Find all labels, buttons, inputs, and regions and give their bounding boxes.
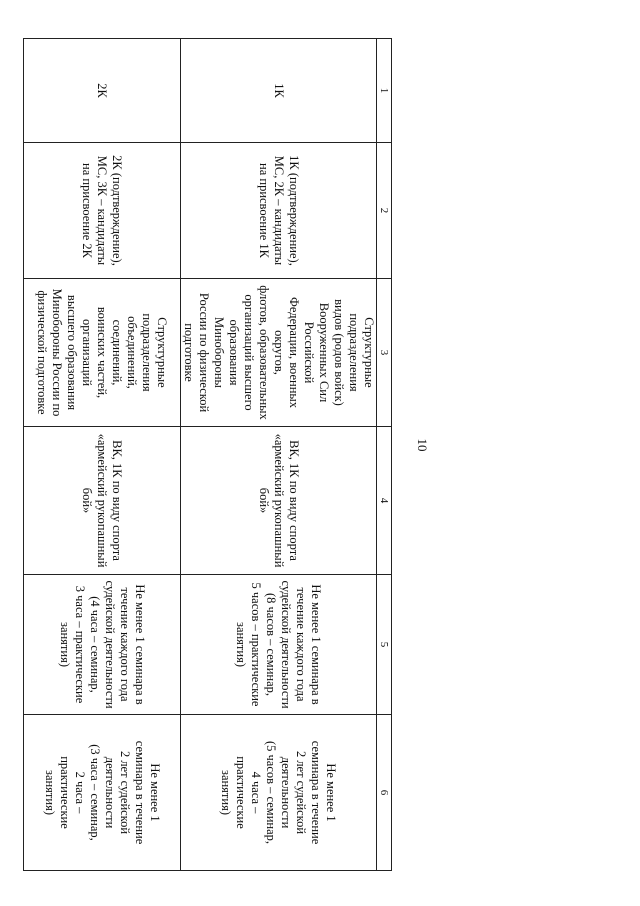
- header-row: [377, 39, 392, 871]
- cell-category: [24, 39, 181, 143]
- qualification-table: [23, 38, 392, 871]
- cell-biennial-seminar: [181, 715, 377, 871]
- cell-organization-text: Структурные подразделения объединений, соединений, воинских частей, организаций высшего образования Минобороны России по физической подготовке: [35, 288, 170, 417]
- cell-annual-seminar: [181, 575, 377, 715]
- rotated-table-container: [35, 38, 392, 870]
- table-row: [181, 39, 377, 871]
- cell-organization: [24, 279, 181, 427]
- cell-category: [181, 39, 377, 143]
- column-header-5: 5: [377, 575, 392, 715]
- cell-biennial-seminar: [24, 715, 181, 871]
- cell-referees: [181, 427, 377, 575]
- table-frame: [35, 38, 392, 870]
- cell-candidates-text: 2К (подтверждение), МС, 3К – кандидаты на присвоение 2К: [80, 155, 125, 266]
- column-header-1: 1: [377, 39, 392, 143]
- cell-referees: [24, 427, 181, 575]
- cell-category-text: 2К: [95, 83, 110, 98]
- cell-category-text: 1К: [272, 83, 286, 98]
- cell-candidates: [24, 143, 181, 279]
- cell-organization: [181, 279, 377, 427]
- cell-referees-text: ВК, 1К по виду спорта «армейский рукопашный бой»: [80, 433, 125, 568]
- cell-organization-text: Структурные подразделения видов (родов войск) Вооруженных Сил Российской Федерации, военных округов, флотов, образовательных организаций высшего образования Минобороны России по физической подготовке: [182, 285, 376, 420]
- column-header-2: 2: [377, 143, 392, 279]
- cell-annual-seminar-text: Не менее 1 семинара в течение каждого года судейской деятельности (4 часа – семинар, 3 часа – практические занятия): [58, 580, 147, 709]
- column-header-6: 6: [377, 715, 392, 871]
- table-row: [24, 39, 181, 871]
- cell-candidates: [181, 143, 377, 279]
- cell-annual-seminar-text: Не менее 1 семинара в течение каждого года судейской деятельности (8 часов – семинар, 5 часов – практические занятия): [234, 580, 324, 709]
- cell-candidates-text: 1К (подтверждение), МС, 2К – кандидаты на присвоение 1К: [257, 155, 301, 266]
- cell-biennial-seminar-text: Не менее 1 семинара в течение 2 лет судейской деятельности (5 часов – семинар, 4 часа – практические занятия): [219, 740, 339, 845]
- column-header-3: 3: [377, 279, 392, 427]
- cell-biennial-seminar-text: Не менее 1 семинара в течение 2 лет судейской деятельности (3 часа – семинар, 2 часа – практические занятия): [43, 740, 162, 845]
- cell-referees-text: ВК, 1К по виду спорта «армейский рукопашный бой»: [257, 433, 301, 568]
- page-number: 10: [415, 438, 430, 452]
- column-header-4: 4: [377, 427, 392, 575]
- cell-annual-seminar: [24, 575, 181, 715]
